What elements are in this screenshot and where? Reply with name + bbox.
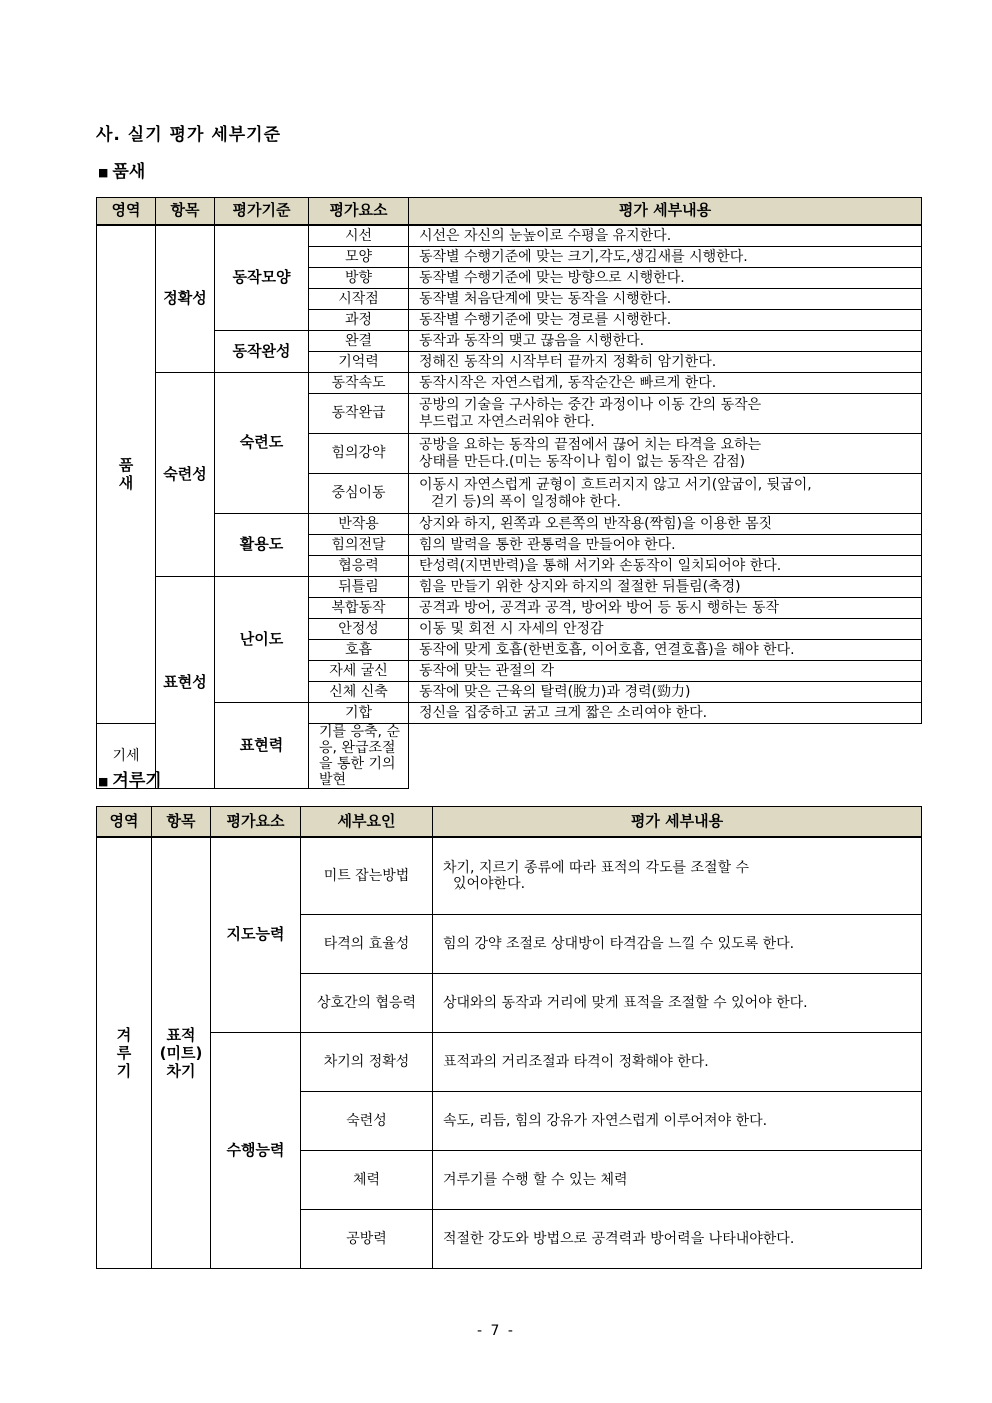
description-cell: [433, 837, 922, 915]
description-cell: 탄성력(지면반력)을 통해 서기와 손동작이 일치되어야 한다.: [409, 556, 922, 577]
criteria-cell: 난이도: [215, 577, 309, 703]
kyorugi-subtitle-text: 겨루기: [112, 771, 162, 791]
header-factor: 세부요인: [301, 807, 433, 838]
element-cell: 과정: [309, 310, 409, 331]
header-element: 평가요소: [211, 807, 301, 838]
element-cell: 협응력: [309, 556, 409, 577]
description-cell: 동작과 동작의 맺고 끊음을 시행한다.: [409, 331, 922, 352]
element-cell: 지도능력: [211, 837, 301, 1033]
description-cell: 이동 및 회전 시 자세의 안정감: [409, 619, 922, 640]
element-cell: 완결: [309, 331, 409, 352]
factor-cell: 차기의 정확성: [301, 1033, 433, 1092]
criteria-cell: 표현력: [215, 703, 309, 789]
poomsae-table: [96, 197, 922, 789]
description-line-2: 걷기 등)의 폭이 일정해야 한다.: [431, 493, 622, 510]
element-cell: 기합: [309, 703, 409, 724]
factor-cell: 숙련성: [301, 1092, 433, 1151]
factor-cell: 타격의 효율성: [301, 915, 433, 974]
square-bullet-icon: ■: [98, 774, 109, 788]
description-cell: 동작별 수행기준에 맞는 크기,각도,생김새를 시행한다.: [409, 247, 922, 268]
description-cell: 상지와 하지, 왼쪽과 오른쪽의 반작용(짝힘)을 이용한 몸짓: [409, 514, 922, 535]
section-title: 사. 실기 평가 세부기준: [96, 125, 282, 145]
table-header-row: [97, 807, 922, 838]
description-line: 공방을 요하는 동작의 끝점에서 끊어 치는 타격을 요하는: [419, 437, 762, 454]
description-cell: [409, 394, 922, 434]
area-cell: [97, 837, 152, 1269]
table-row: [97, 225, 922, 247]
element-cell: 힘의전달: [309, 535, 409, 556]
table-header-row: [97, 198, 922, 226]
element-cell: 기세: [97, 724, 156, 789]
description-cell: 힘의 강약 조절로 상대방이 타격감을 느낄 수 있도록 한다.: [433, 915, 922, 974]
description-cell: 정신을 집중하고 굵고 크게 짧은 소리여야 한다.: [409, 703, 922, 724]
kyorugi-table: [96, 806, 922, 1269]
kyorugi-subtitle: [98, 766, 162, 791]
header-description: 평가 세부내용: [409, 198, 922, 226]
table-row: [97, 703, 922, 724]
description-cell: 동작별 처음단계에 맞는 동작을 시행한다.: [409, 289, 922, 310]
item-label: 표적 (미트) 차기: [159, 1025, 203, 1080]
table-row: [97, 837, 922, 915]
area-label: 겨 루 기: [116, 1025, 132, 1080]
description-cell: [409, 474, 922, 514]
poomsae-subtitle: [98, 157, 145, 182]
element-cell: 기억력: [309, 352, 409, 373]
description-line: 이동시 자연스럽게 균형이 흐트러지지 않고 서기(앞굽이, 뒷굽이,: [419, 477, 812, 494]
description-line-2: 있어야한다.: [453, 876, 526, 892]
description-cell: 동작시작은 자연스럽게, 동작순간은 빠르게 한다.: [409, 373, 922, 394]
element-cell: 힘의강약: [309, 434, 409, 474]
element-cell: 방향: [309, 268, 409, 289]
description-cell: 적절한 강도와 방법으로 공격력과 방어력을 나타내야한다.: [433, 1210, 922, 1269]
header-criteria: 평가기준: [215, 198, 309, 226]
poomsae-subtitle-text: 품새: [112, 162, 146, 182]
element-cell: 모양: [309, 247, 409, 268]
square-bullet-icon: ■: [98, 165, 109, 179]
table-row: [97, 373, 922, 394]
item-cell: [152, 837, 211, 1269]
factor-cell: 공방력: [301, 1210, 433, 1269]
factor-cell: 체력: [301, 1151, 433, 1210]
element-cell: 중심이동: [309, 474, 409, 514]
description-line: 공방의 기술을 구사하는 중간 과정이나 이동 간의 동작은: [419, 397, 762, 414]
item-cell: 숙련성: [156, 373, 215, 577]
description-cell: 동작에 맞은 근육의 탈력(脫力)과 경력(勁力): [409, 682, 922, 703]
element-cell: 시선: [309, 225, 409, 247]
table-row: [97, 577, 922, 598]
header-area: 영역: [97, 198, 156, 226]
description-cell: 시선은 자신의 눈높이로 수평을 유지한다.: [409, 225, 922, 247]
description-line-2: 상태를 만든다.(미는 동작이나 힘이 없는 동작은 감점): [419, 453, 746, 470]
description-cell: 공격과 방어, 공격과 공격, 방어와 방어 등 동시 행하는 동작: [409, 598, 922, 619]
element-cell: 동작속도: [309, 373, 409, 394]
description-cell: 동작에 맞게 호흡(한번호흡, 이어호흡, 연결호흡)을 해야 한다.: [409, 640, 922, 661]
criteria-cell: 동작완성: [215, 331, 309, 373]
description-cell: [409, 434, 922, 474]
description-line-2: 부드럽고 자연스러워야 한다.: [419, 413, 595, 430]
description-cell: 겨루기를 수행 할 수 있는 체력: [433, 1151, 922, 1210]
description-cell: 힘을 만들기 위한 상지와 하지의 절절한 뒤틀림(축경): [409, 577, 922, 598]
element-cell: 수행능력: [211, 1033, 301, 1269]
element-cell: 자세 굴신: [309, 661, 409, 682]
description-cell: 기를 응축, 순응, 완급조절을 통한 기의 발현: [309, 724, 409, 789]
element-cell: 안정성: [309, 619, 409, 640]
header-item: 항목: [156, 198, 215, 226]
element-cell: 복합동작: [309, 598, 409, 619]
element-cell: 뒤틀림: [309, 577, 409, 598]
header-item: 항목: [152, 807, 211, 838]
description-cell: 힘의 발력을 통한 관통력을 만들어야 한다.: [409, 535, 922, 556]
element-cell: 호흡: [309, 640, 409, 661]
area-label: 품 새: [118, 456, 134, 493]
header-description: 평가 세부내용: [433, 807, 922, 838]
description-cell: 정해진 동작의 시작부터 끝까지 정확히 암기한다.: [409, 352, 922, 373]
description-cell: 상대와의 동작과 거리에 맞게 표적을 조절할 수 있어야 한다.: [433, 974, 922, 1033]
description-cell: 동작별 수행기준에 맞는 경로를 시행한다.: [409, 310, 922, 331]
criteria-cell: 활용도: [215, 514, 309, 577]
table-row: [97, 1033, 922, 1092]
description-cell: 속도, 리듬, 힘의 강유가 자연스럽게 이루어져야 한다.: [433, 1092, 922, 1151]
item-cell: 표현성: [156, 577, 215, 789]
table-row: [97, 514, 922, 535]
factor-cell: 상호간의 협응력: [301, 974, 433, 1033]
element-cell: 동작완급: [309, 394, 409, 434]
criteria-cell: 숙련도: [215, 373, 309, 514]
criteria-cell: 동작모양: [215, 225, 309, 331]
page-number: - 7 -: [477, 1323, 515, 1339]
header-area: 영역: [97, 807, 152, 838]
description-line: 차기, 지르기 종류에 따라 표적의 각도를 조절할 수: [443, 859, 750, 876]
area-cell: [97, 225, 156, 724]
element-cell: 신체 신축: [309, 682, 409, 703]
description-cell: 동작에 맞는 관절의 각: [409, 661, 922, 682]
header-element: 평가요소: [309, 198, 409, 226]
element-cell: 반작용: [309, 514, 409, 535]
factor-cell: 미트 잡는방법: [301, 837, 433, 915]
description-cell: 표적과의 거리조절과 타격이 정확해야 한다.: [433, 1033, 922, 1092]
item-cell: 정확성: [156, 225, 215, 373]
description-cell: 동작별 수행기준에 맞는 방향으로 시행한다.: [409, 268, 922, 289]
element-cell: 시작점: [309, 289, 409, 310]
table-row: [97, 331, 922, 352]
